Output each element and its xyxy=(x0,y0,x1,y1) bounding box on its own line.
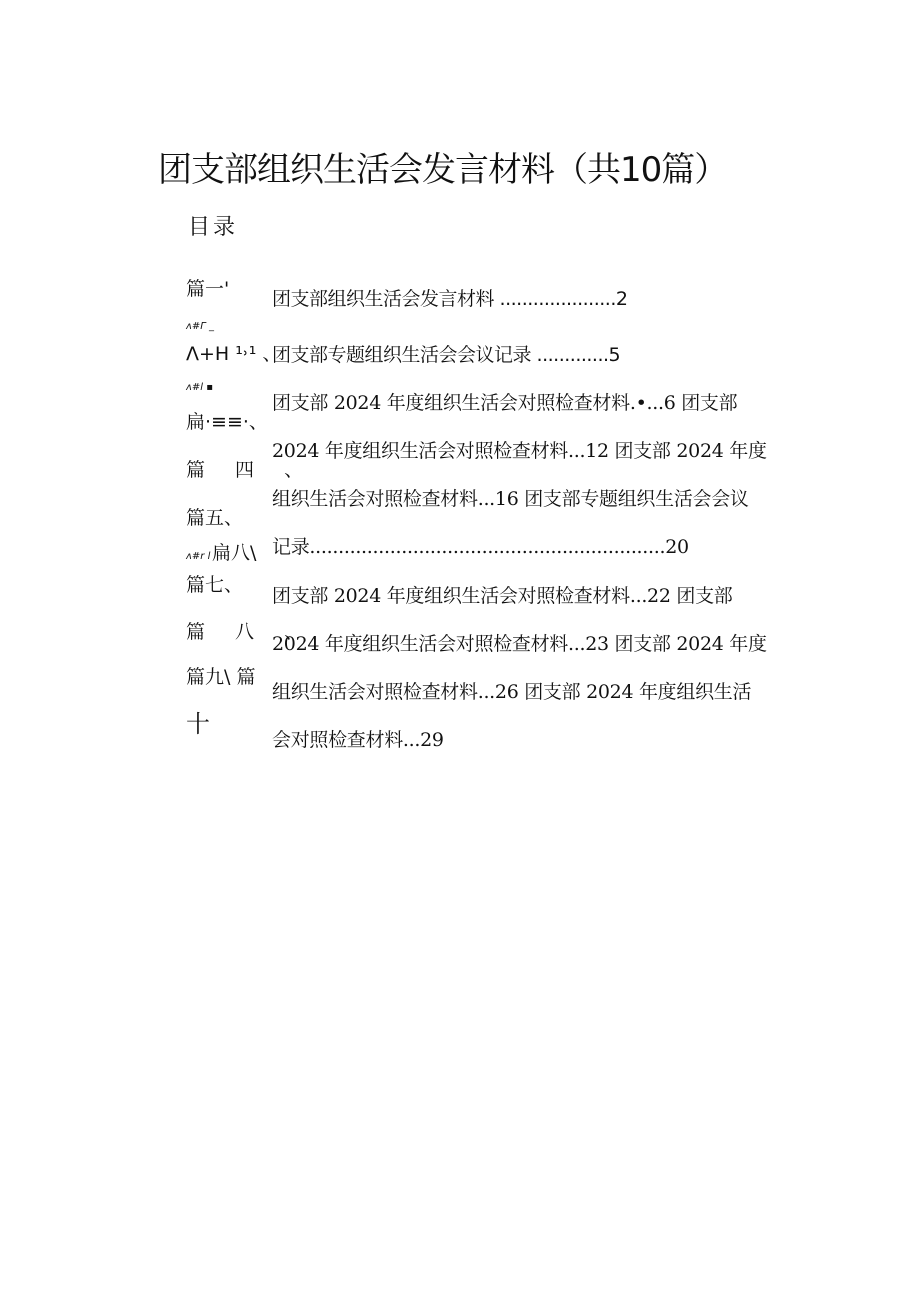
toc-label-8: 篇 八 、 xyxy=(186,621,316,643)
toc-entry-line-7: 团支部 2024 年度组织生活会对照检查材料...22 团支部 xyxy=(272,585,733,607)
toc-entry-1: 团支部组织生活会发言材料 .....................2 xyxy=(272,288,628,310)
toc-label-2-fragment: ʌ#Γ _ xyxy=(186,321,215,332)
toc-entry-line-6: 记录..............................................................20 xyxy=(272,536,689,558)
toc-entry-2: 团支部专题组织生活会会议记录 .............5 xyxy=(272,344,621,366)
toc-label-1: 篇一' xyxy=(186,278,230,300)
toc-label-2: Λ+H ¹˒¹ 、 xyxy=(186,343,282,365)
toc-label-10: 十 xyxy=(186,710,210,738)
toc-entry-line-10: 会对照检查材料...29 xyxy=(272,729,444,751)
toc-entry-line-4: 2024 年度组织生活会对照检查材料...12 团支部 2024 年度 xyxy=(272,440,767,462)
toc-label-4: 篇 四 、 xyxy=(186,459,316,481)
toc-label-6-fragment: ʌ#r l xyxy=(186,551,211,562)
toc-label-3: 扁·≡≡·、 xyxy=(186,411,268,433)
toc-label-6: 扁八\ xyxy=(212,542,257,564)
toc-label-9: 篇九\ 篇 xyxy=(186,666,256,688)
toc-entry-line-3: 团支部 2024 年度组织生活会对照检查材料.•...6 团支部 xyxy=(272,392,738,414)
toc-entry-line-5: 组织生活会对照检查材料...16 团支部专题组织生活会会议 xyxy=(272,488,749,510)
toc-label-7: 篇七、 xyxy=(186,574,244,596)
toc-entry-line-9: 组织生活会对照检查材料...26 团支部 2024 年度组织生活 xyxy=(272,681,752,703)
document-title: 团支部组织生活会发言材料（共10篇） xyxy=(158,150,728,190)
toc-label-5: 篇五、 xyxy=(186,507,244,529)
toc-entry-line-8: 2024 年度组织生活会对照检查材料...23 团支部 2024 年度 xyxy=(272,633,767,655)
toc-label-3-fragment: ʌ#l ▪ xyxy=(186,382,214,393)
toc-heading: 目录 xyxy=(188,215,239,240)
